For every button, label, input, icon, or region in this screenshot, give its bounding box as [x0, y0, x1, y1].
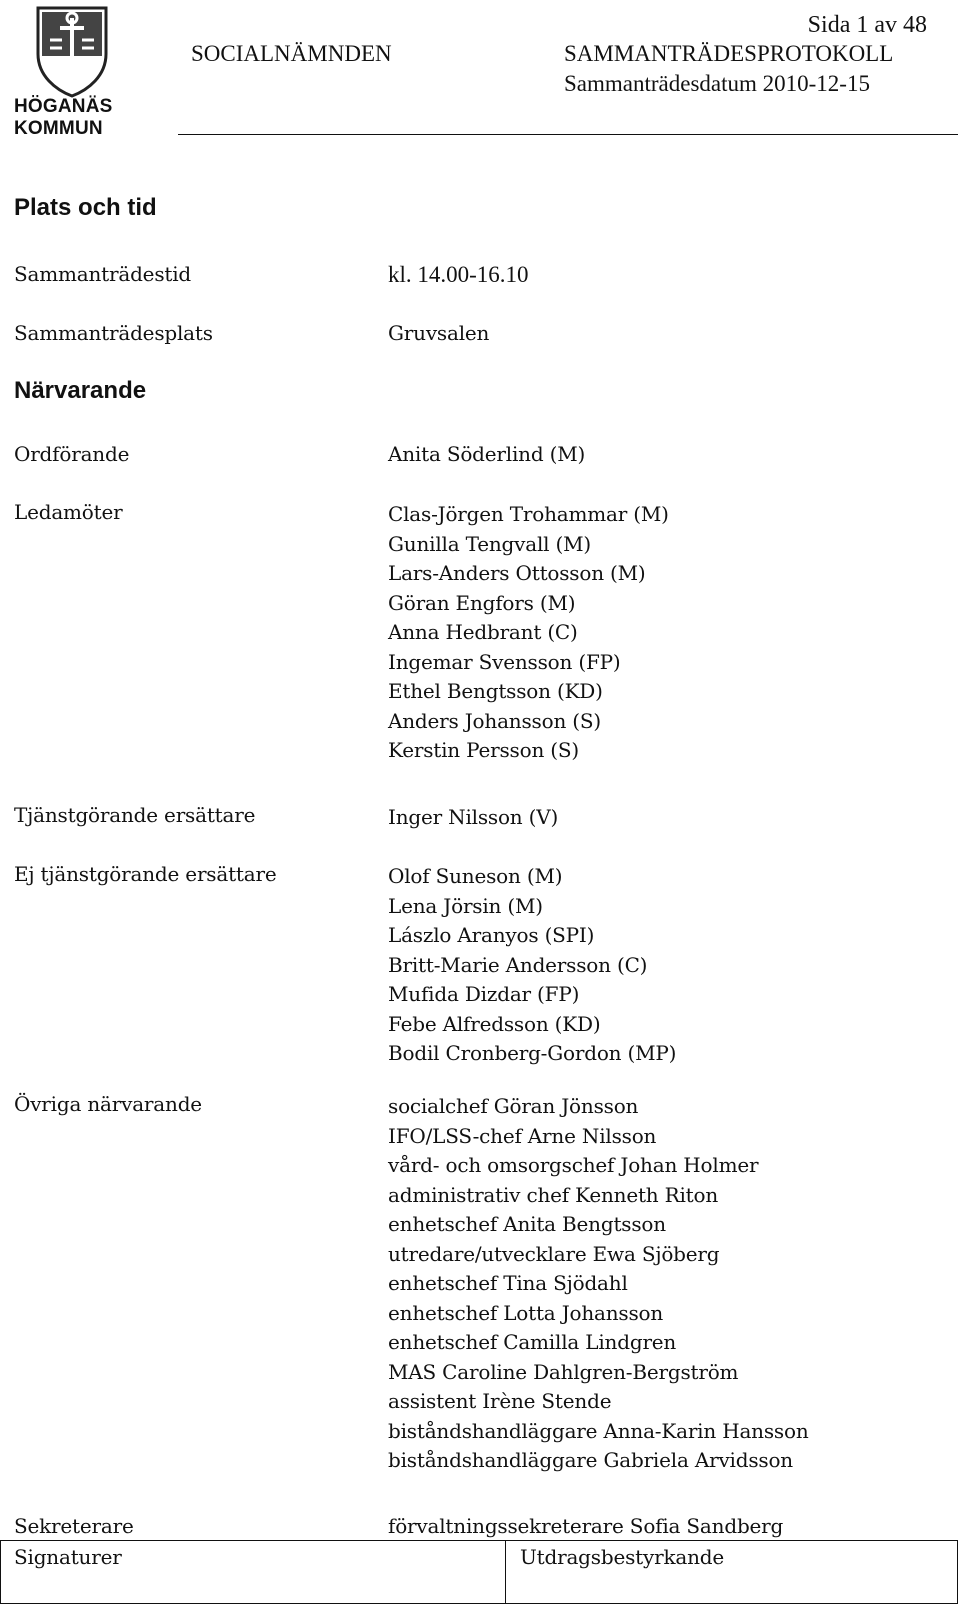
- section-heading-present: Närvarande: [14, 377, 147, 404]
- extract-certification-label: Utdragsbestyrkande: [520, 1545, 725, 1569]
- secretary-label: Sekreterare: [14, 1514, 134, 1538]
- list-item: Ethel Bengtsson (KD): [388, 679, 603, 703]
- list-item: Lászlo Aranyos (SPI): [388, 923, 595, 947]
- list-item: Inger Nilsson (V): [388, 805, 559, 829]
- logo-text-line2: KOMMUN: [14, 118, 103, 139]
- meeting-place-value: Gruvsalen: [388, 321, 490, 345]
- signatures-box: [0, 1540, 506, 1604]
- list-item: socialchef Göran Jönsson: [388, 1094, 639, 1118]
- committee-name: SOCIALNÄMNDEN: [191, 41, 392, 66]
- list-item: Anders Johansson (S): [388, 708, 602, 733]
- list-item: biståndshandläggare Gabriela Arvidsson: [388, 1448, 793, 1472]
- serving-substitutes-list: [388, 803, 558, 833]
- chair-label: Ordförande: [14, 442, 130, 466]
- others-present-label: Övriga närvarande: [14, 1092, 202, 1116]
- municipality-logo: [14, 4, 122, 138]
- nonserving-substitutes-label: Ej tjänstgörande ersättare: [14, 862, 277, 886]
- secretary-name: förvaltningssekreterare Sofia Sandberg: [388, 1514, 784, 1538]
- list-item: administrativ chef Kenneth Riton: [388, 1182, 719, 1207]
- chair-name: Anita Söderlind (M): [388, 442, 586, 466]
- others-present-list: [388, 1092, 809, 1476]
- list-item: Britt-Marie Andersson (C): [388, 952, 648, 977]
- list-item: MAS Caroline Dahlgren-Bergström: [388, 1359, 739, 1384]
- list-item: Göran Engfors (M): [388, 590, 576, 615]
- meeting-place-label: Sammanträdesplats: [14, 321, 213, 345]
- list-item: enhetschef Camilla Lindgren: [388, 1330, 677, 1354]
- list-item: Clas-Jörgen Trohammar (M): [388, 502, 669, 526]
- list-item: enhetschef Anita Bengtsson: [388, 1212, 666, 1236]
- list-item: Olof Suneson (M): [388, 864, 563, 888]
- list-item: Ingemar Svensson (FP): [388, 649, 621, 674]
- list-item: Gunilla Tengvall (M): [388, 531, 591, 556]
- meeting-time-label: Sammanträdestid: [14, 262, 192, 286]
- nonserving-substitutes-list: [388, 862, 676, 1069]
- list-item: biståndshandläggare Anna-Karin Hansson: [388, 1418, 809, 1443]
- list-item: vård- och omsorgschef Johan Holmer: [388, 1153, 759, 1177]
- list-item: Bodil Cronberg-Gordon (MP): [388, 1041, 677, 1065]
- list-item: assistent Irène Stende: [388, 1389, 612, 1413]
- members-list: [388, 500, 669, 766]
- section-heading-place-time: Plats och tid: [14, 194, 157, 221]
- list-item: Anna Hedbrant (C): [388, 620, 578, 644]
- signatures-label: Signaturer: [14, 1545, 122, 1569]
- list-item: enhetschef Tina Sjödahl: [388, 1271, 628, 1295]
- list-item: IFO/LSS-chef Arne Nilsson: [388, 1123, 657, 1148]
- meeting-time-value: kl. 14.00-16.10: [388, 262, 529, 287]
- list-item: enhetschef Lotta Johansson: [388, 1300, 664, 1325]
- coat-of-arms-icon: [18, 4, 126, 100]
- meeting-date: Sammanträdesdatum 2010-12-15: [564, 71, 870, 96]
- list-item: Mufida Dizdar (FP): [388, 982, 580, 1006]
- header-rule: [178, 134, 958, 135]
- page-number: Sida 1 av 48: [807, 12, 927, 38]
- document-type: SAMMANTRÄDESPROTOKOLL: [564, 41, 894, 66]
- list-item: Lena Jörsin (M): [388, 893, 543, 918]
- logo-text-line1: HÖGANÄS: [14, 96, 113, 117]
- list-item: utredare/utvecklare Ewa Sjöberg: [388, 1241, 720, 1266]
- extract-certification-box: [506, 1540, 958, 1604]
- list-item: Lars-Anders Ottosson (M): [388, 561, 646, 585]
- serving-substitutes-label: Tjänstgörande ersättare: [14, 803, 256, 827]
- list-item: Febe Alfredsson (KD): [388, 1011, 601, 1036]
- members-label: Ledamöter: [14, 500, 123, 524]
- list-item: Kerstin Persson (S): [388, 738, 580, 762]
